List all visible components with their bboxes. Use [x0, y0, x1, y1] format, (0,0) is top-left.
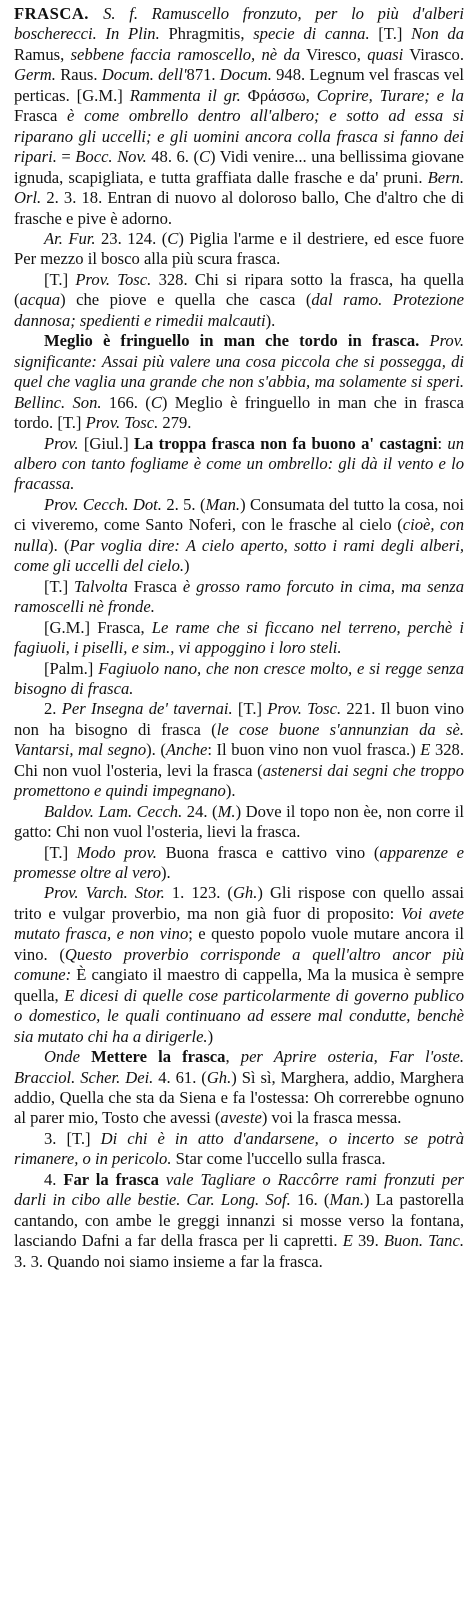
text-segment: [T.]	[232, 699, 268, 719]
italic-text-segment: Anche	[165, 740, 208, 760]
italic-text-segment: Prov.	[44, 433, 79, 453]
text-segment: Raus.	[55, 65, 102, 85]
text-segment: =	[56, 147, 76, 167]
text-segment: ) Gli rispose con quello assai trito e vulgar proverbio, ma non già fuor di proposito:	[14, 883, 464, 923]
text-segment: 221. Il buon vino non ha bisogno di frasca (	[14, 699, 464, 739]
text-segment: Viresco,	[300, 44, 368, 64]
italic-text-segment: E	[420, 740, 431, 760]
entry-paragraph	[14, 434, 464, 495]
entry-definition-paragraph	[14, 4, 464, 229]
italic-text-segment: acqua	[19, 290, 61, 310]
text-segment: ).	[225, 781, 236, 801]
entry-paragraph	[14, 1129, 464, 1170]
italic-text-segment: vale Tagliare o Raccôrre rami fronzuti per darli in cibo alle bestie. Car. Long. Sof.	[14, 1169, 465, 1210]
text-segment: 279.	[158, 413, 192, 433]
text-segment: 16. (	[290, 1190, 330, 1210]
italic-text-segment: Prov. Cecch. Dot.	[44, 494, 162, 514]
text-segment: 48. 6. (	[146, 147, 199, 167]
italic-text-segment: Bern. Orl.	[14, 167, 464, 208]
italic-text-segment: apparenze e promesse oltre al vero	[14, 842, 464, 883]
text-segment: [T.]	[44, 842, 77, 862]
text-segment: ,	[225, 1047, 241, 1067]
text-segment: ). (	[48, 535, 70, 555]
text-segment: 328. Chi non vuol l'osteria, levi la frasca (	[14, 740, 464, 780]
text-segment: Buona frasca e cattivo vino (	[156, 842, 380, 862]
text-segment: [Giul.]	[78, 433, 134, 453]
italic-text-segment: M.	[217, 801, 236, 821]
italic-text-segment: dal ramo. Protezione dannosa; spedienti e rimedii malcauti	[14, 290, 464, 330]
italic-text-segment: Man.	[329, 1190, 365, 1210]
italic-text-segment: quasi	[367, 44, 404, 64]
text-segment: ).	[265, 310, 276, 330]
entry-paragraph	[14, 1047, 464, 1129]
italic-text-segment: Voi avete mutato frasca, e non vino	[14, 903, 465, 944]
text-segment: [T.]	[44, 269, 76, 289]
text-segment: 871.	[186, 65, 220, 85]
italic-text-segment: è come ombrello dentro all'albero; e sotto ad essa si riparano gli uccelli; e gli uomini ancora colla frasca si fanno dei ripari.	[14, 106, 464, 167]
italic-text-segment: aveste	[220, 1108, 262, 1128]
text-segment: [Palm.]	[44, 658, 99, 678]
text-segment: ) Dove il topo non èe, non corre il gatto: Chi non vuol l'osteria, lievi la frasca.	[14, 801, 464, 842]
italic-text-segment: E	[342, 1231, 353, 1251]
italic-text-segment: Prov. Varch. Stor.	[44, 883, 165, 903]
italic-text-segment: Prov. Tosc.	[85, 413, 159, 433]
italic-text-segment: C	[167, 228, 179, 248]
italic-text-segment: Gh.	[232, 883, 258, 903]
italic-text-segment: astenersi dai segni che troppo promettono e quindi impegnano	[14, 760, 464, 801]
italic-text-segment: Gh.	[206, 1067, 232, 1087]
text-segment: Frasca	[127, 576, 183, 596]
italic-text-segment: Docum. dell'	[101, 65, 187, 85]
entry-paragraph	[14, 883, 464, 1047]
text-segment: )	[207, 1026, 214, 1046]
italic-text-segment: S. f. Ramuscello fronzuto, per lo più d'alberi boscherecci. In Plin.	[14, 4, 464, 44]
text-segment: 2.	[44, 699, 62, 719]
text-segment: )	[184, 556, 190, 576]
text-segment: 166. (	[101, 392, 151, 412]
italic-text-segment: le cose buone s'annunzian da sè. Vantarsi, mal segno	[14, 719, 464, 760]
italic-text-segment: C	[150, 392, 162, 412]
italic-text-segment: Prov. significante: Assai più valere una cosa piccola che si possegga, di quel che vaglia una grande che non s'abbia, ma solamente si speri. Bellinc. Son.	[14, 331, 464, 412]
italic-text-segment: sebbene faccia ramoscello, nè da	[70, 44, 301, 64]
text-segment: 39.	[352, 1231, 384, 1251]
entry-paragraph	[14, 270, 464, 331]
italic-text-segment: Germ.	[14, 65, 56, 85]
text-segment: ) Sì sì, Marghera, addio, Marghera addio, Quella che sta da Siena e fa l'ostessa: Oh correrebbe ognuno al parer mio, Tosto che avessi (	[14, 1067, 464, 1128]
italic-text-segment: per Aprire osteria, Far l'oste. Bracciol. Scher. Dei.	[14, 1047, 465, 1087]
entry-paragraph	[14, 229, 464, 270]
italic-text-segment: specie di canna.	[253, 24, 370, 44]
italic-text-segment: Docum.	[219, 65, 272, 85]
italic-text-segment: E dicesi di quelle cose particolarmente di governo publico o domestico, le quali continuano ad essere mal condutte, benchè sia mutato chi ha a dirigerle.	[14, 985, 464, 1046]
italic-text-segment: Prov. Tosc.	[267, 699, 342, 719]
italic-text-segment: C	[198, 147, 211, 167]
text-segment: Phragmitis,	[159, 24, 254, 44]
text-segment: Virasco.	[403, 44, 464, 64]
bold-phrase: La troppa frasca non fa buono a' castagni	[133, 433, 438, 453]
entry-paragraph	[14, 577, 464, 618]
italic-text-segment: Modo prov.	[76, 842, 157, 862]
italic-text-segment: Bocc. Nov.	[75, 147, 147, 167]
text-segment: 23. 124. (	[95, 228, 168, 248]
italic-text-segment: Per Insegna de' tavernai.	[61, 699, 233, 719]
text-segment: [T.]	[369, 24, 412, 44]
text-segment: Ramus,	[14, 44, 71, 64]
bold-phrase: Mettere la frasca	[91, 1047, 226, 1067]
text-segment: ) che piove e quella che casca (	[60, 290, 312, 310]
italic-text-segment: Par voglia dire: A cielo aperto, sotto i rami degli alberi, come gli uccelli del cielo.	[14, 535, 464, 576]
text-segment: ) La pastorella cantando, con ambe le greggi innanzi si mosse verso la fontana, lasciando Dafni a far della frasca per li capretti.	[14, 1190, 464, 1251]
headword: FRASCA.	[14, 4, 104, 23]
text-segment: :	[437, 433, 448, 453]
text-segment: 4.	[44, 1169, 64, 1189]
text-segment	[159, 1170, 166, 1189]
text-segment	[80, 1047, 91, 1066]
entry-paragraph	[14, 843, 464, 884]
italic-text-segment: Baldov. Lam. Cecch.	[44, 801, 183, 821]
text-segment: ) voi la frasca messa.	[261, 1108, 402, 1128]
entry-paragraph	[14, 1170, 464, 1272]
text-segment: 2. 5. (	[161, 494, 206, 514]
text-segment: : Il buon vino non vuol frasca.)	[207, 740, 421, 760]
italic-text-segment: Ar. Fur.	[44, 228, 96, 248]
text-segment: ) Meglio è fringuello in man che in frasca tordo. [T.]	[14, 392, 464, 433]
text-segment: 328. Chi si ripara sotto la frasca, ha quella (	[14, 269, 464, 310]
bold-phrase: Meglio è fringuello in man che tordo in frasca.	[44, 331, 420, 351]
dictionary-entry-frasca	[14, 4, 464, 1272]
text-segment: 24. (	[182, 801, 218, 821]
entry-paragraph	[14, 699, 464, 801]
text-segment: 3. [T.]	[44, 1128, 101, 1148]
italic-text-segment: Talvolta	[74, 576, 128, 596]
italic-text-segment: cioè, con nulla	[14, 515, 464, 555]
text-segment: 1. 123. (	[164, 883, 233, 903]
text-segment: Frasca	[14, 106, 68, 126]
text-segment: È cangiato il maestro di cappella, Ma la musica è sempre quella,	[14, 965, 464, 1005]
entry-paragraph	[14, 495, 464, 577]
entry-paragraph	[14, 659, 464, 700]
text-segment: ) Consumata del tutto la cosa, noi ci viveremo, come Santo Noferi, con le frasche al cielo (	[14, 494, 464, 535]
italic-text-segment: Fagiuolo nano, che non cresce molto, e si regge senza bisogno di frasca.	[14, 658, 464, 698]
italic-text-segment: Coprire, Turare; e la	[316, 85, 464, 105]
entry-paragraph	[14, 618, 464, 659]
text-segment: [G.M.] Frasca,	[44, 617, 152, 637]
text-segment: ; e questo popolo vuole mutare ancora il vino. (	[14, 924, 464, 964]
text-segment: 4. 61. (	[153, 1067, 207, 1087]
text-segment: ) Piglia l'arme e il destriere, ed esce fuore Per mezzo il bosco alla più scura frasca.	[14, 228, 465, 269]
italic-text-segment: è grosso ramo forcuto in cima, ma senza ramoscelli nè fronde.	[14, 576, 464, 617]
italic-text-segment: Onde	[44, 1047, 80, 1067]
italic-text-segment: Non da	[411, 24, 465, 44]
entry-paragraph	[14, 802, 464, 843]
italic-text-segment: Man.	[205, 494, 241, 514]
text-segment: ).	[161, 863, 171, 883]
text-segment: [T.]	[44, 576, 74, 596]
text-segment: Φράσσω,	[240, 85, 317, 105]
text-segment: 3. 3. Quando noi siamo insieme a far la frasca.	[14, 1251, 323, 1271]
italic-text-segment: Prov. Tosc.	[75, 269, 152, 289]
bold-phrase: Far la frasca	[63, 1169, 159, 1189]
text-segment: 2. 3. 18. Entran di nuovo al doloroso ballo, Che d'altro che di frasche e pive è adorno.	[14, 188, 464, 228]
text-segment	[419, 331, 429, 350]
text-segment: Star come l'uccello sulla frasca.	[171, 1149, 386, 1169]
italic-text-segment: Buon. Tanc.	[383, 1231, 464, 1251]
text-segment: ). (	[146, 740, 166, 760]
entry-paragraph	[14, 331, 464, 433]
italic-text-segment: Di chi è in atto d'andarsene, o incerto se potrà rimanere, o in pericolo.	[14, 1128, 464, 1169]
italic-text-segment: un albero con tanto fogliame è come un ombrello: gli dà il vento e lo fracassa.	[14, 433, 464, 494]
italic-text-segment: Le rame che si ficcano nel terreno, perchè i fagiuoli, i piselli, e sim., vi appoggino i loro steli.	[14, 617, 464, 658]
italic-text-segment: Questo proverbio corrisponde a quell'altro ancor più comune:	[14, 944, 464, 985]
italic-text-segment: Rammenta il gr.	[129, 85, 241, 105]
text-segment: 948. Legnum vel frascas vel perticas. [G.M.]	[14, 65, 465, 105]
text-segment: ) Vidi venire... una bellissima giovane ignuda, scapigliata, e tutta graffiata dalle frasche e da' pruni.	[14, 147, 464, 187]
